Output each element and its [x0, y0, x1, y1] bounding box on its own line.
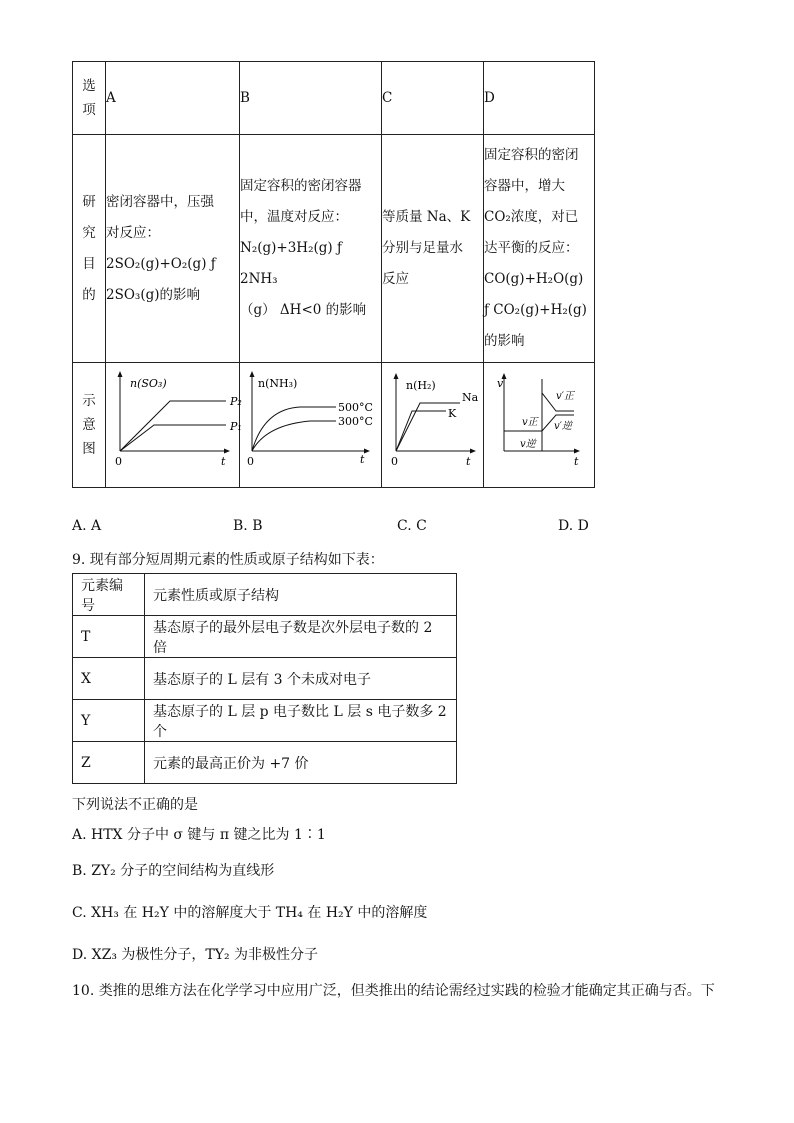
- chart-d-l2: v′逆: [554, 421, 572, 432]
- question9-prompt: 下列说法不正确的是: [72, 797, 198, 813]
- q9-row-t-id: T: [73, 616, 145, 658]
- question9-table: [72, 573, 457, 784]
- diagram-c: [382, 363, 484, 488]
- diagram-b: [240, 363, 382, 488]
- purpose-d: 固定容积的密闭 容器中，增大 CO₂浓度，对已 达平衡的反应： CO(g)+H₂O(g) ƒ CO₂(g)+H₂(g) 的影响: [484, 135, 595, 363]
- q9-row-z-desc: 元素的最高正价为 +7 价: [145, 742, 457, 784]
- chart-b: [240, 363, 381, 475]
- question9-stem: 9. 现有部分短周期元素的性质或原子结构如下表：: [72, 552, 384, 568]
- chart-d-ylabel: v: [497, 377, 504, 390]
- chart-b-xlabel: t: [360, 453, 365, 466]
- q9-row-x-id: X: [73, 658, 145, 700]
- chart-d-l3: v正: [522, 417, 538, 428]
- header-b: B: [240, 62, 382, 135]
- purpose-c: 等质量 Na、K 分别与足量水 反应: [382, 135, 484, 363]
- chart-b-l1: 500°C: [338, 401, 373, 414]
- chart-c-ylabel: n(H₂): [406, 379, 436, 392]
- chart-a-xlabel: t: [221, 455, 226, 468]
- question8-table: [72, 61, 595, 488]
- diagram-a: [106, 363, 240, 488]
- chart-d-xlabel: t: [574, 455, 579, 468]
- q9-option-b[interactable]: B. ZY₂ 分子的空间结构为直线形: [72, 863, 275, 879]
- option-d[interactable]: D. D: [558, 518, 589, 534]
- chart-b-l2: 300°C: [338, 415, 373, 428]
- chart-c-l2: K: [448, 407, 457, 420]
- header-option-label: 选项: [73, 62, 106, 135]
- q9-option-c[interactable]: C. XH₃ 在 H₂Y 中的溶解度大于 TH₄ 在 H₂Y 中的溶解度: [72, 905, 428, 921]
- header-d: D: [484, 62, 595, 135]
- diagram-label: 示意图: [73, 363, 106, 488]
- q9-row-t-desc: 基态原子的最外层电子数是次外层电子数的 2 倍: [145, 616, 457, 658]
- chart-d-l1: v′正: [556, 391, 574, 402]
- option-c[interactable]: C. C: [397, 518, 427, 534]
- chart-c-origin: 0: [391, 455, 398, 468]
- chart-a: [106, 363, 242, 475]
- chart-c: [382, 363, 483, 475]
- q9-header-desc: 元素性质或原子结构: [145, 574, 457, 616]
- chart-d-l4: v逆: [520, 439, 536, 450]
- chart-a-l2: P₁: [230, 420, 242, 433]
- purpose-label: 研究目的: [73, 135, 106, 363]
- purpose-a: 密闭容器中，压强 对反应： 2SO₂(g)+O₂(g) ƒ 2SO₃(g)的影响: [106, 135, 240, 363]
- chart-d: [484, 363, 594, 475]
- header-a: A: [106, 62, 240, 135]
- chart-c-l1: Na: [462, 391, 479, 404]
- purpose-b: 固定容积的密闭容器 中，温度对反应： N₂(g)+3H₂(g) ƒ 2NH₃ （g） ΔH<0 的影响: [240, 135, 382, 363]
- q9-row-y-id: Y: [73, 700, 145, 742]
- q9-row-y-desc: 基态原子的 L 层 p 电子数比 L 层 s 电子数多 2 个: [145, 700, 457, 742]
- option-b[interactable]: B. B: [233, 518, 263, 534]
- q9-option-a[interactable]: A. HTX 分子中 σ 键与 π 键之比为 1∶1: [72, 827, 326, 843]
- option-a[interactable]: A. A: [72, 518, 102, 534]
- chart-b-ylabel: n(NH₃): [258, 377, 298, 390]
- chart-a-origin: 0: [115, 455, 122, 468]
- chart-b-origin: 0: [247, 455, 254, 468]
- chart-a-ylabel: n(SO₃): [130, 377, 167, 390]
- chart-c-xlabel: t: [466, 455, 471, 468]
- q9-row-z-id: Z: [73, 742, 145, 784]
- q9-row-x-desc: 基态原子的 L 层有 3 个未成对电子: [145, 658, 457, 700]
- question10-stem: 10. 类推的思维方法在化学学习中应用广泛，但类推出的结论需经过实践的检验才能确定其正确与否。下: [72, 983, 715, 999]
- header-c: C: [382, 62, 484, 135]
- chart-a-l1: P₂: [230, 395, 242, 408]
- diagram-d: [484, 363, 595, 488]
- q9-header-id: 元素编号: [73, 574, 145, 616]
- q9-option-d[interactable]: D. XZ₃ 为极性分子，TY₂ 为非极性分子: [72, 947, 319, 963]
